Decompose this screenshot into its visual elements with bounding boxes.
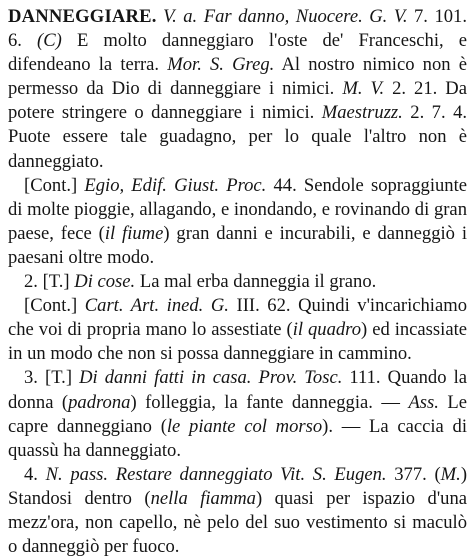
text-run: 2. [T.] (24, 271, 75, 293)
italic-text: V. a. Far danno, Nuocere. G. V. (163, 6, 408, 27)
text-run: 44. Sendole sopraggiunte di molte pioggie, allagando, e inondando, e rovinando di gran paese, fece ( (8, 174, 468, 244)
italic-text: M. V. (342, 78, 385, 100)
text-run: ) folleggia, la fante danneggia. — (130, 391, 409, 413)
italic-text: Maestruzz. (321, 102, 403, 124)
text-run: [Cont.] (24, 295, 85, 317)
sense-4 (8, 463, 467, 559)
text-run: Le capre danneggiano ( (8, 391, 468, 437)
text-run: 3. [T.] (24, 367, 80, 389)
text-run: 7. 101. 6. (8, 6, 467, 52)
text-run: La mal erba danneggia il grano. (135, 271, 377, 293)
italic-text: Egio, Edif. Giust. Proc. (84, 174, 267, 196)
italic-text: il quadro (292, 319, 362, 341)
text-run: ) gran danni e incurabili, e danneggiò i paesani oltre modo. (8, 222, 467, 268)
text-run: ). — La caccia di quassù ha danneggiato. (8, 415, 467, 461)
italic-text: M. (440, 463, 461, 485)
text-run: 2. 21. Da potere stringere o danneggiare i nimici. (8, 78, 467, 124)
text-run: ) quasi per ispazio d'una mezz'ora, non capello, nè pelo del suo vestimento si maculò o danneggiò per fuoco. (8, 487, 468, 558)
text-run: III. 62. Quindi v'incarichiamo che voi di propria mano lo assestiate ( (8, 295, 467, 341)
italic-text: Mor. S. Greg. (167, 54, 275, 76)
italic-text: Di cose. (74, 271, 136, 293)
italic-text: Cart. Art. ined. G. (84, 295, 229, 317)
italic-text: (C) (37, 30, 62, 52)
text-run: 2. 7. 4. Puote essere tale guadagno, per lo quale l'altro non è danneggiato. (8, 102, 468, 172)
italic-text: nella fiamma (150, 487, 256, 509)
dictionary-entry (8, 5, 467, 559)
sense-2 (8, 270, 467, 294)
text-run: [Cont.] (24, 174, 85, 196)
italic-text: Ass. (408, 391, 439, 413)
text-run: Al nostro nimico non è permesso da Dio di danneggiare i nimici. (8, 54, 467, 100)
text-run: ) Standosi dentro ( (8, 463, 468, 509)
sense-cont-2 (8, 294, 467, 366)
italic-text: Di danni fatti in casa. Prov. Tosc. (79, 367, 343, 389)
sense-3 (8, 366, 467, 462)
text-run: 377. ( (386, 463, 441, 485)
text-run: 4. (24, 463, 46, 485)
italic-text: il fiume (104, 222, 164, 244)
text-run: ) ed incassiate in un modo che non si possa danneggiare in cammino. (8, 319, 467, 365)
italic-text: N. pass. Restare danneggiato Vit. S. Eugen. (45, 463, 387, 485)
italic-text: padrona (68, 391, 131, 413)
sense-main (8, 5, 467, 174)
text-run: 111. Quando la donna ( (8, 367, 467, 413)
sense-cont-1 (8, 174, 467, 270)
italic-text: le piante col morso (166, 415, 323, 437)
text-run: E molto danneggiaro l'oste de' Franceschi, e difendeano la terra. (8, 30, 467, 76)
headword: DANNEGGIARE. (8, 6, 157, 27)
